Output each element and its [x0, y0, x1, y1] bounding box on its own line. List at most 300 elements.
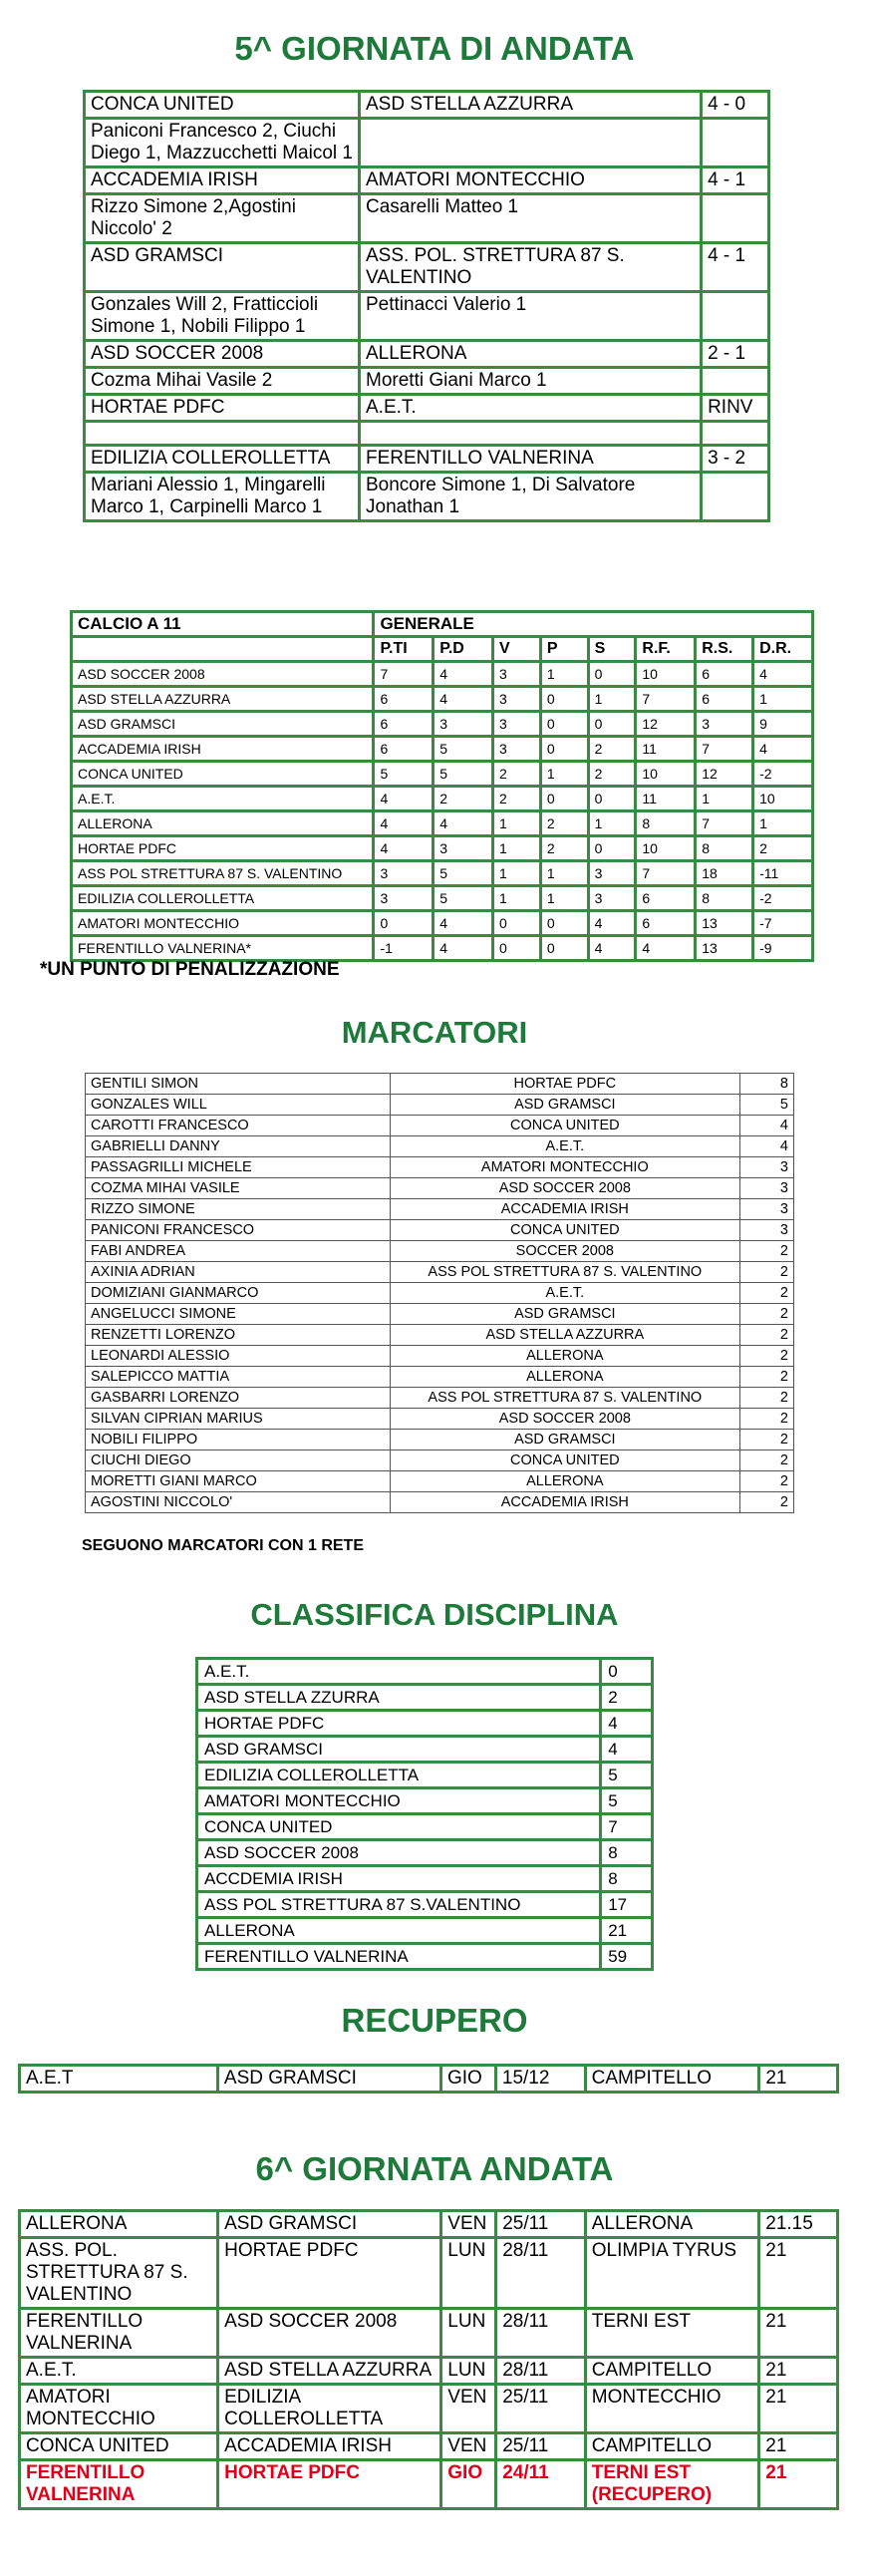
scorer-row: [86, 1199, 794, 1220]
disciplina-team: FERENTILLO VALNERINA: [197, 1944, 601, 1970]
disciplina-row: [197, 1892, 653, 1918]
scorer-team: ASS POL STRETTURA 87 S. VALENTINO: [390, 1262, 739, 1283]
standings-header: D.R.: [753, 637, 813, 662]
home-cell: CONCA UNITED: [85, 92, 360, 119]
stat-cell: 2: [540, 811, 588, 836]
giornata5-table: [83, 90, 770, 522]
fixture-date: 25/11: [496, 2385, 586, 2433]
stat-cell: 4: [434, 911, 493, 936]
marcatori-note: SEGUONO MARCATORI CON 1 RETE: [82, 1537, 364, 1554]
team-cell: ASS POL STRETTURA 87 S. VALENTINO: [72, 861, 374, 886]
fixture-day: GIO: [441, 2460, 496, 2509]
disciplina-team: ASD STELLA ZZURRA: [197, 1685, 601, 1711]
scorer-goals: 3: [740, 1199, 794, 1220]
fixture-away: HORTAE PDFC: [218, 2238, 441, 2309]
disciplina-row: [197, 1763, 653, 1788]
scorer-goals: 2: [740, 1262, 794, 1283]
stat-cell: 5: [434, 886, 493, 911]
match-row: [85, 446, 769, 473]
score-cell: RINV: [702, 395, 769, 422]
scorer-goals: 4: [740, 1116, 794, 1136]
standings-row: [72, 737, 813, 762]
disciplina-team: A.E.T.: [197, 1659, 601, 1685]
disciplina-table: [195, 1657, 654, 1971]
stat-cell: 4: [753, 737, 813, 762]
scorer-team: A.E.T.: [390, 1283, 739, 1304]
disciplina-points: 7: [601, 1814, 653, 1840]
scorer-goals: 3: [740, 1178, 794, 1199]
stat-cell: 3: [434, 712, 493, 737]
scorer-row: [86, 1346, 794, 1367]
scorer-row: [86, 1283, 794, 1304]
scorer-team: AMATORI MONTECCHIO: [390, 1157, 739, 1178]
scorer-goals: 2: [740, 1367, 794, 1388]
stat-cell: 6: [636, 911, 696, 936]
scorer-goals: 2: [740, 1492, 794, 1513]
disciplina-points: 0: [601, 1659, 653, 1685]
scorer-team: ALLERONA: [390, 1471, 739, 1492]
home-cell: [85, 422, 360, 446]
home-cell: ASD GRAMSCI: [85, 243, 360, 292]
fixture-away: ACCADEMIA IRISH: [218, 2433, 441, 2460]
score-cell: [702, 368, 769, 395]
stat-cell: 0: [588, 787, 636, 811]
scorer-team: ASD GRAMSCI: [390, 1095, 739, 1116]
standings-row: [72, 662, 813, 687]
scorer-row: [86, 1157, 794, 1178]
marcatori-title: MARCATORI: [341, 1015, 528, 1050]
scorer-team: ASD SOCCER 2008: [390, 1178, 739, 1199]
fixture-date: 24/11: [496, 2460, 586, 2509]
stat-cell: 0: [540, 737, 588, 762]
scorer-name: CAROTTI FRANCESCO: [86, 1116, 391, 1136]
stat-cell: 3: [588, 886, 636, 911]
stat-cell: 10: [636, 762, 696, 787]
scorer-goals: 2: [740, 1409, 794, 1430]
scorer-name: AGOSTINI NICCOLO': [86, 1492, 391, 1513]
away-cell: ASS. POL. STRETTURA 87 S. VALENTINO: [360, 243, 702, 292]
stat-cell: 3: [493, 712, 541, 737]
giornata6-table: [18, 2209, 839, 2510]
team-cell: CONCA UNITED: [72, 762, 374, 787]
disciplina-row: [197, 1788, 653, 1814]
fixture-row: [20, 2211, 838, 2238]
fixture-home: A.E.T.: [20, 2358, 218, 2385]
fixture-date: 28/11: [496, 2358, 586, 2385]
stat-cell: 2: [588, 762, 636, 787]
stat-cell: 1: [588, 811, 636, 836]
home-cell: EDILIZIA COLLEROLLETTA: [85, 446, 360, 473]
stat-cell: 1: [493, 836, 541, 861]
fixture-row: [20, 2385, 838, 2433]
fixture-home: ASS. POL. STRETTURA 87 S. VALENTINO: [20, 2238, 218, 2309]
home-cell: Rizzo Simone 2,Agostini Niccolo' 2: [85, 194, 360, 243]
stat-cell: 7: [696, 737, 753, 762]
stat-cell: 4: [374, 787, 434, 811]
stat-cell: 10: [753, 787, 813, 811]
standings-header: S: [588, 637, 636, 662]
fixture-time: 21: [759, 2358, 838, 2385]
fixture-venue: TERNI EST (RECUPERO): [585, 2460, 759, 2509]
giornata5-title: 5^ GIORNATA DI ANDATA: [234, 30, 635, 67]
home-cell: Paniconi Francesco 2, Ciuchi Diego 1, Mazzucchetti Maicol 1: [85, 119, 360, 167]
stat-cell: 9: [753, 712, 813, 737]
standings-header: R.F.: [636, 637, 696, 662]
stat-cell: 0: [374, 911, 434, 936]
stat-cell: 7: [636, 861, 696, 886]
scorer-name: GASBARRI LORENZO: [86, 1388, 391, 1409]
scorer-row: [86, 1304, 794, 1325]
stat-cell: 3: [493, 687, 541, 712]
match-row: [85, 194, 769, 243]
fixture-time: 21.15: [759, 2211, 838, 2238]
scorer-team: CONCA UNITED: [390, 1450, 739, 1471]
recupero-table: [18, 2064, 839, 2093]
stat-cell: 1: [493, 886, 541, 911]
standings-header: P.D: [434, 637, 493, 662]
fixture-day: LUN: [441, 2309, 496, 2358]
stat-cell: 3: [696, 712, 753, 737]
scorer-goals: 2: [740, 1471, 794, 1492]
home-cell: ASD SOCCER 2008: [85, 341, 360, 368]
stat-cell: 6: [696, 662, 753, 687]
team-cell: HORTAE PDFC: [72, 836, 374, 861]
score-cell: 4 - 0: [702, 92, 769, 119]
score-cell: 3 - 2: [702, 446, 769, 473]
scorer-team: HORTAE PDFC: [390, 1074, 739, 1095]
scorer-goals: 2: [740, 1346, 794, 1367]
home-cell: Cozma Mihai Vasile 2: [85, 368, 360, 395]
away-cell: FERENTILLO VALNERINA: [360, 446, 702, 473]
stat-cell: 0: [540, 936, 588, 961]
disciplina-points: 59: [601, 1944, 653, 1970]
disciplina-row: [197, 1944, 653, 1970]
stat-cell: 3: [434, 836, 493, 861]
scorer-row: [86, 1430, 794, 1450]
fixture-away: ASD SOCCER 2008: [218, 2309, 441, 2358]
fixture-date: 25/11: [496, 2211, 586, 2238]
recupero-home: A.E.T: [20, 2066, 218, 2093]
score-cell: 4 - 1: [702, 243, 769, 292]
scorer-row: [86, 1220, 794, 1241]
fixture-home: FERENTILLO VALNERINA: [20, 2309, 218, 2358]
scorer-name: NOBILI FILIPPO: [86, 1430, 391, 1450]
scorer-team: ASD GRAMSCI: [390, 1430, 739, 1450]
scorer-team: ACCADEMIA IRISH: [390, 1492, 739, 1513]
away-cell: Moretti Giani Marco 1: [360, 368, 702, 395]
stat-cell: 0: [588, 712, 636, 737]
stat-cell: 5: [434, 861, 493, 886]
stat-cell: 1: [493, 811, 541, 836]
fixture-away: EDILIZIA COLLEROLLETTA: [218, 2385, 441, 2433]
disciplina-points: 4: [601, 1711, 653, 1737]
scorer-row: [86, 1409, 794, 1430]
match-row: [85, 92, 769, 119]
score-cell: [702, 422, 769, 446]
standings-table: [70, 610, 814, 962]
stat-cell: 4: [434, 687, 493, 712]
stat-cell: 5: [434, 737, 493, 762]
scorer-team: ASD STELLA AZZURRA: [390, 1325, 739, 1346]
stat-cell: 4: [636, 936, 696, 961]
fixture-venue: TERNI EST: [585, 2309, 759, 2358]
stat-cell: 10: [636, 836, 696, 861]
disciplina-row: [197, 1866, 653, 1892]
standings-header: P: [540, 637, 588, 662]
stat-cell: -7: [753, 911, 813, 936]
stat-cell: 3: [374, 861, 434, 886]
scorer-goals: 2: [740, 1241, 794, 1262]
scorer-goals: 4: [740, 1136, 794, 1157]
stat-cell: 11: [636, 737, 696, 762]
away-cell: Casarelli Matteo 1: [360, 194, 702, 243]
stat-cell: 12: [696, 762, 753, 787]
disciplina-points: 5: [601, 1763, 653, 1788]
scorer-goals: 2: [740, 1325, 794, 1346]
stat-cell: 5: [374, 762, 434, 787]
scorer-team: CONCA UNITED: [390, 1220, 739, 1241]
fixture-day: LUN: [441, 2238, 496, 2309]
disciplina-team: ACCDEMIA IRISH: [197, 1866, 601, 1892]
recupero-time: 21: [759, 2066, 838, 2093]
scorer-goals: 2: [740, 1304, 794, 1325]
disciplina-points: 2: [601, 1685, 653, 1711]
disciplina-team: ASD GRAMSCI: [197, 1737, 601, 1763]
fixture-day: VEN: [441, 2385, 496, 2433]
stat-cell: 0: [493, 911, 541, 936]
stat-cell: 3: [588, 861, 636, 886]
stat-cell: 2: [493, 762, 541, 787]
recupero-venue: CAMPITELLO: [585, 2066, 759, 2093]
standings-row: [72, 811, 813, 836]
away-cell: Boncore Simone 1, Di Salvatore Jonathan 1: [360, 473, 702, 521]
stat-cell: 1: [540, 762, 588, 787]
stat-cell: -1: [374, 936, 434, 961]
scorer-goals: 5: [740, 1095, 794, 1116]
stat-cell: -11: [753, 861, 813, 886]
match-row: [85, 243, 769, 292]
stat-cell: 4: [753, 662, 813, 687]
stat-cell: 0: [588, 662, 636, 687]
fixture-time: 21: [759, 2433, 838, 2460]
away-cell: ALLERONA: [360, 341, 702, 368]
score-cell: 4 - 1: [702, 167, 769, 194]
stat-cell: 2: [493, 787, 541, 811]
team-cell: ASD GRAMSCI: [72, 712, 374, 737]
scorer-name: PASSAGRILLI MICHELE: [86, 1157, 391, 1178]
fixture-date: 25/11: [496, 2433, 586, 2460]
giornata6-title: 6^ GIORNATA ANDATA: [255, 2150, 614, 2187]
stat-cell: 1: [753, 811, 813, 836]
disciplina-row: [197, 1840, 653, 1866]
stat-cell: 18: [696, 861, 753, 886]
stat-cell: -2: [753, 886, 813, 911]
fixture-away: ASD STELLA AZZURRA: [218, 2358, 441, 2385]
scorer-team: ALLERONA: [390, 1367, 739, 1388]
scorer-row: [86, 1095, 794, 1116]
stat-cell: 1: [540, 886, 588, 911]
stat-cell: 7: [636, 687, 696, 712]
fixture-venue: CAMPITELLO: [585, 2358, 759, 2385]
disciplina-row: [197, 1737, 653, 1763]
fixture-date: 28/11: [496, 2309, 586, 2358]
match-row: [85, 292, 769, 341]
disciplina-points: 21: [601, 1918, 653, 1944]
match-row: [85, 422, 769, 446]
disciplina-team: ASS POL STRETTURA 87 S.VALENTINO: [197, 1892, 601, 1918]
stat-cell: 13: [696, 936, 753, 961]
stat-cell: 4: [374, 811, 434, 836]
match-row: [85, 119, 769, 167]
stat-cell: 1: [493, 861, 541, 886]
stat-cell: -9: [753, 936, 813, 961]
disciplina-points: 4: [601, 1737, 653, 1763]
stat-cell: 5: [434, 762, 493, 787]
stat-cell: 7: [696, 811, 753, 836]
fixture-day: VEN: [441, 2211, 496, 2238]
scorer-row: [86, 1388, 794, 1409]
standings-row: [72, 687, 813, 712]
standings-row: [72, 762, 813, 787]
scorer-team: ACCADEMIA IRISH: [390, 1199, 739, 1220]
stat-cell: 6: [636, 886, 696, 911]
scorer-goals: 2: [740, 1430, 794, 1450]
disciplina-row: [197, 1711, 653, 1737]
stat-cell: 1: [588, 687, 636, 712]
stat-cell: 12: [636, 712, 696, 737]
team-cell: ALLERONA: [72, 811, 374, 836]
standings-row: [72, 861, 813, 886]
scorer-row: [86, 1074, 794, 1095]
scorer-row: [86, 1136, 794, 1157]
scorer-name: LEONARDI ALESSIO: [86, 1346, 391, 1367]
scorer-name: GENTILI SIMON: [86, 1074, 391, 1095]
recupero-title: RECUPERO: [341, 2002, 528, 2039]
away-cell: ASD STELLA AZZURRA: [360, 92, 702, 119]
stat-cell: 3: [374, 886, 434, 911]
scorer-name: MORETTI GIANI MARCO: [86, 1471, 391, 1492]
scorer-team: ASS POL STRETTURA 87 S. VALENTINO: [390, 1388, 739, 1409]
scorer-name: FABI ANDREA: [86, 1241, 391, 1262]
stat-cell: 7: [374, 662, 434, 687]
fixture-time: 21: [759, 2309, 838, 2358]
disciplina-team: ALLERONA: [197, 1918, 601, 1944]
scorer-team: ASD GRAMSCI: [390, 1304, 739, 1325]
home-cell: ACCADEMIA IRISH: [85, 167, 360, 194]
team-cell: EDILIZIA COLLEROLLETTA: [72, 886, 374, 911]
disciplina-points: 17: [601, 1892, 653, 1918]
fixture-home: AMATORI MONTECCHIO: [20, 2385, 218, 2433]
stat-cell: 10: [636, 662, 696, 687]
scorer-row: [86, 1178, 794, 1199]
stat-cell: 4: [434, 936, 493, 961]
fixture-venue: OLIMPIA TYRUS: [585, 2238, 759, 2309]
scorer-name: DOMIZIANI GIANMARCO: [86, 1283, 391, 1304]
standings-header: R.S.: [696, 637, 753, 662]
scorer-name: CIUCHI DIEGO: [86, 1450, 391, 1471]
score-cell: [702, 119, 769, 167]
recupero-row: [20, 2066, 838, 2093]
stat-cell: 0: [540, 712, 588, 737]
stat-cell: 2: [434, 787, 493, 811]
scorer-row: [86, 1262, 794, 1283]
stat-cell: 6: [696, 687, 753, 712]
disciplina-row: [197, 1814, 653, 1840]
fixture-away: HORTAE PDFC: [218, 2460, 441, 2509]
scorer-name: COZMA MIHAI VASILE: [86, 1178, 391, 1199]
standings-header: P.TI: [374, 637, 434, 662]
stat-cell: 3: [493, 737, 541, 762]
fixture-row: [20, 2433, 838, 2460]
fixture-home: ALLERONA: [20, 2211, 218, 2238]
penalty-note: *UN PUNTO DI PENALIZZAZIONE: [40, 959, 340, 980]
stat-cell: 6: [374, 737, 434, 762]
scorer-team: A.E.T.: [390, 1136, 739, 1157]
stat-cell: 11: [636, 787, 696, 811]
disciplina-team: ASD SOCCER 2008: [197, 1840, 601, 1866]
fixture-date: 28/11: [496, 2238, 586, 2309]
scorer-row: [86, 1241, 794, 1262]
fixture-time: 21: [759, 2238, 838, 2309]
stat-cell: 1: [540, 861, 588, 886]
standings-row: [72, 911, 813, 936]
scorer-team: CONCA UNITED: [390, 1116, 739, 1136]
away-cell: Pettinacci Valerio 1: [360, 292, 702, 341]
stat-cell: 4: [434, 662, 493, 687]
match-row: [85, 473, 769, 521]
score-cell: [702, 292, 769, 341]
stat-cell: 0: [540, 911, 588, 936]
recupero-date: 15/12: [495, 2066, 585, 2093]
away-cell: [360, 119, 702, 167]
fixture-away: ASD GRAMSCI: [218, 2211, 441, 2238]
scorer-name: PANICONI FRANCESCO: [86, 1220, 391, 1241]
fixture-row: [20, 2309, 838, 2358]
standings-group: GENERALE: [374, 612, 813, 637]
recupero-day: GIO: [440, 2066, 495, 2093]
scorer-name: RIZZO SIMONE: [86, 1199, 391, 1220]
disciplina-team: EDILIZIA COLLEROLLETTA: [197, 1763, 601, 1788]
disciplina-row: [197, 1918, 653, 1944]
standings-header-team: [72, 637, 374, 662]
scorer-team: ALLERONA: [390, 1346, 739, 1367]
team-cell: AMATORI MONTECCHIO: [72, 911, 374, 936]
stat-cell: 1: [540, 662, 588, 687]
scorer-goals: 2: [740, 1450, 794, 1471]
team-cell: FERENTILLO VALNERINA*: [72, 936, 374, 961]
stat-cell: 2: [588, 737, 636, 762]
standings-row: [72, 712, 813, 737]
fixture-row: [20, 2238, 838, 2309]
scorer-name: RENZETTI LORENZO: [86, 1325, 391, 1346]
match-row: [85, 368, 769, 395]
standings-header: V: [493, 637, 541, 662]
stat-cell: 2: [753, 836, 813, 861]
score-cell: [702, 194, 769, 243]
fixture-day: VEN: [441, 2433, 496, 2460]
scorer-name: GABRIELLI DANNY: [86, 1136, 391, 1157]
scorer-row: [86, 1325, 794, 1346]
fixture-row: [20, 2358, 838, 2385]
stat-cell: 8: [696, 886, 753, 911]
team-cell: A.E.T.: [72, 787, 374, 811]
home-cell: HORTAE PDFC: [85, 395, 360, 422]
scorer-name: AXINIA ADRIAN: [86, 1262, 391, 1283]
standings-row: [72, 886, 813, 911]
score-cell: 2 - 1: [702, 341, 769, 368]
stat-cell: 0: [493, 936, 541, 961]
disciplina-points: 5: [601, 1788, 653, 1814]
